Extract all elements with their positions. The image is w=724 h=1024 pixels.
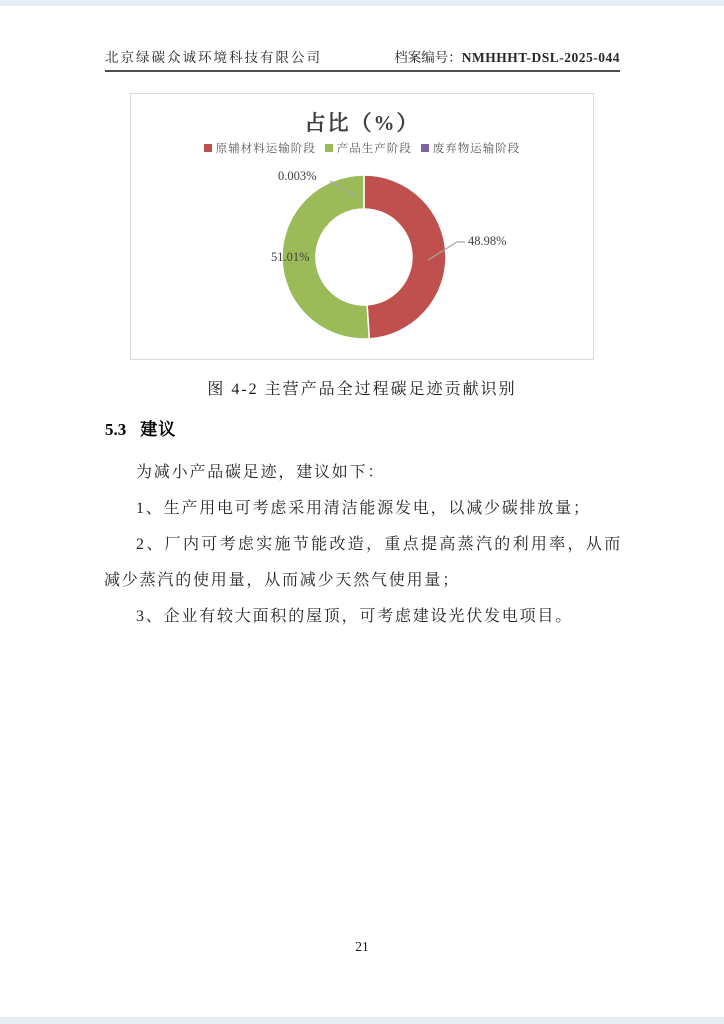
archive-code: NMHHHT-DSL-2025-044 — [461, 50, 620, 65]
pie-chart-container — [130, 93, 594, 360]
paragraph-item-1: 1、生产用电可考虑采用清洁能源发电，以减少碳排放量； — [136, 500, 591, 517]
legend-label: 废弃物运输阶段 — [432, 143, 521, 155]
legend-swatch-red-icon — [204, 144, 212, 152]
datalabel-raw-material: 48.98% — [468, 234, 507, 248]
archive-number — [394, 46, 620, 66]
page-top-edge — [0, 0, 724, 6]
section-number: 5.3 — [105, 420, 127, 439]
page-bottom-edge — [0, 1017, 724, 1024]
legend-item-raw-material — [204, 140, 316, 156]
page-number: 21 — [355, 939, 369, 954]
section-heading — [105, 415, 176, 440]
legend-label: 原辅材料运输阶段 — [215, 143, 316, 155]
legend-label: 产品生产阶段 — [336, 143, 412, 155]
company-name: 北京绿碳众诚环境科技有限公司 — [105, 50, 322, 65]
legend-item-waste — [421, 140, 521, 156]
datalabel-production: 51.01% — [271, 250, 310, 264]
chart-legend — [131, 140, 593, 156]
section-title: 建议 — [140, 420, 177, 439]
legend-item-production — [325, 140, 412, 156]
paragraph-intro: 为减小产品碳足迹，建议如下： — [136, 464, 386, 481]
datalabel-waste: 0.003% — [278, 169, 317, 183]
figure-caption: 图 4-2 主营产品全过程碳足迹贡献识别 — [207, 381, 517, 398]
archive-label: 档案编号： — [394, 50, 462, 65]
paragraph-item-3: 3、企业有较大面积的屋顶，可考虑建设光伏发电项目。 — [136, 608, 574, 625]
paragraph-item-2: 2、厂内可考虑实施节能改造，重点提高蒸汽的利用率，从而减少蒸汽的使用量，从而减少天然气使用量； — [104, 536, 622, 589]
page-header — [105, 46, 620, 72]
legend-swatch-green-icon — [325, 144, 333, 152]
body-text — [104, 455, 622, 635]
legend-swatch-purple-icon — [421, 144, 429, 152]
chart-title: 占比（%） — [304, 111, 420, 135]
